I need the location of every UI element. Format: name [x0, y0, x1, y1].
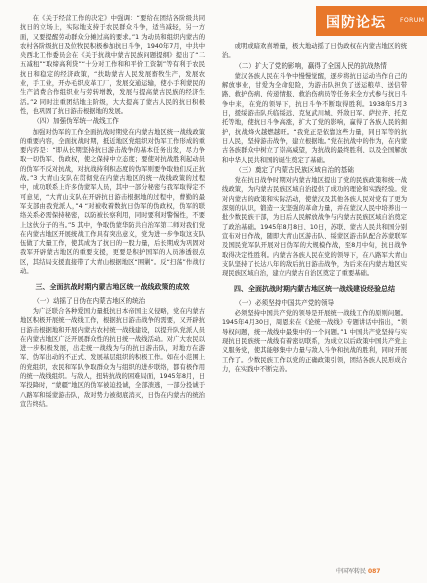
paragraph: 在《关于经营工作的决定》中强调：“要给在团结各阶级共同抗日的立场上，实际地支持于农民群众斗争，适当减轻，另一方面，又要提醒劳动群众分摊过高的要求。”1 为动员和组织内蒙古的农村各阶级抗日及位牧民积极参加抗日斗争，1940年7月，中共中央西北工作委员会在《关于抗战中蒙古民族问题提纲》提出了“二五减租”“取缔高利贷”“十分对工作和和平价工资制”等有利于农民抗日和稳定的经济政策，“扶助蒙古人民发展畜牧生产，发展农业，手工业，开办毛织皮革工厂，发展交通运输，使小手利蒙民的生产消费合作组织业与劳转增教，发展与提高蒙古民族的经济生活。”2 同时注重团结地主阶级，大大提高了蒙古人民的抗日积极性，也巩固了抗日游击根据地的发展。 [20, 15, 205, 115]
section-heading: （一）动摇了日伪在内蒙古地区的统治 [33, 296, 146, 305]
left-column [20, 14, 205, 409]
section-subtitle: FORUM [400, 17, 425, 24]
section-heading: 三、全面抗战时期内蒙古地区统一战线政策的成效 [35, 283, 190, 292]
section-heading: （四）加强伪军统一战线工作 [33, 117, 119, 126]
page-footer [336, 566, 380, 575]
paragraph: 加强对伪军的工作全面抗战时期党在内蒙古地区统一战线政策的重要内容，全面抗战时期，抵近地区党组织对伪军工作形成的重要内容是：“即从长期坚持抗日游击战争的基本任务出发，尽力争取一切伪军、伪政权，使之保持中立态度；要使对抗战胜利起动员的伪军不反对抗战，对抗战持利积态度的伪军则要争取他们反正抗战。”3 大青山支队在贯彻党在内蒙古地区的统一战线政策的过程中，成功联系上许多伪蒙军人员，其中一部分秘密与我军取得定不可意见，“大青山支队在开辟抗日游击根据地的过程中，曹勤的最军支部由我党派人，”4 “对被收着数抗日伪军的伪政权，伪军的联络关系必需保持秘密，以防被长察利用，同时要利对警惕性，不要上这伙分子的当。”5 其中，争取伪蒙华防共自治军第二师对我们党在内蒙古地区开展统战工作具有突出意义，党为进一步争取这支队伍做了大量工作，使其成为了抗日的一股力量，后长期成为巩固对我军开辟蒙古地区的重要支援，更要是积护国军的人员渗透很点区，其结局支援直接带了大青山根据地区“围剿”。反“扫荡”作战行动。 [20, 128, 205, 276]
section-heading: （一）必须坚持中国共产党的领导 [235, 298, 335, 307]
section-tab [316, 6, 427, 36]
section-heading: 四、全面抗战时期内蒙古地区统一战线建设经验总结 [234, 285, 395, 294]
paragraph: 为广泛联合各种爱国力量抵抗日本帝国主义侵略，党在内蒙古地区积极开展统一战线工作，根据抗日游击战争的需要，又开辟抗日游击根据地和开展内蒙古农村统一战线建设，以提升队党派人员在内蒙古地区广泛开展群众性的抗日统一战线活动。对广大农民以进一步积极发展，出走统一战线为与的抗日游击队，对地方在游军、伪军出动的不正式、发展基层组织的积极工作。如在小范围上的党组织，农民和军队争取群众为与组织的进步联络，都有极作用的统一战线组织。与敌人，扭转抗战的困难局面，1945年8月，日军投降时，“蒙疆”地区的伪军被迫投诚，全部溃逃，一部分投诚于八路军和绥蒙游击队，敌对势力被彻底消灭，日伪在内蒙古的统治宣告终结。 [20, 307, 205, 408]
paragraph: 或明或暗欢喜增量，极大地动摇了日伪政权在内蒙古地区的统治。 [222, 43, 407, 60]
paragraph: 蒙汉各族人民在斗争中慢慢觉醒，逐步将抗日运动当作自己的解放事业，甘爱为全命犯险，为游击队担负了送运粮草、送信带路、救护伤病、传递情报、救治伤病员等任务来全方式参与抗日斗争中来，在党的领导下，抗日斗争不断取得胜利。1938年5月3日，援绥游击队兵临绥远、克复武川城、歼敌日军、萨拉齐、托克托等地，使抗日斗争高涨，扩大了党的影响，赢得了各族人民的拥护，抗战烽火越燃越旺。“我党正是依靠这些力量，同日军等的抗日人民，坚持游击战争，建立根据地。”党在抗战中的作为，在内蒙古各族群众中树立了崇高威望，为抗战的最终胜利、以及全国解放和中华人民共和国的诞生奠定了基础。 [222, 72, 407, 164]
paragraph: 党在抗日战争时期对内蒙古地区提出了党的民族政策和统一战线政策，为内蒙古民族区域自治提供了成功的理论和实践经验。党对内蒙古的政策和实际活动，使蒙汉及其他各族人民对党有了更为深刻的认识，锻造一支坚强的革命力量，并在蒙汉人民中培养出一批少数民族干部，为日后人民解放战争与内蒙古民族区域自治奠定了政治基础。1945年8月8日、10日，苏联、蒙古人民共和国分别宣布对日作战，随即大青山区游击队、绥蒙区游击队配合苏蒙联军及国民党军队开展对日伪军的大规模作战，至8月中旬，抗日战争取得决定性胜利。内蒙古各族人民在党的领导下，在八路军大青山支队坚持了长达八年的敌后抗日游击战争，为后来在内蒙古地区实现民族区域自治，建立内蒙古自治区奠定了重要基础。 [222, 177, 407, 278]
right-column [222, 42, 407, 374]
paragraph: 必须坚持中国共产党的领导是开展统一战线工作的原则问题。1945年4月30日，周恩来在《论统一战线》专题讲话中指出，“领导权问题，统一战线中最集中的一个问题。”1 中国共产党坚持与实现抗日民族统一战线有着密切联系，为成立以后政策中国共产党主义服务党，使其能够集中力量与敌人斗争和抗战的胜利，同时开展工作了。少数民族工作以党的正确政策引领，团结各族人民形成合力，在实践中不断完善。 [222, 310, 407, 373]
section-title: 国防论坛 [326, 15, 386, 31]
page-number: 087 [367, 568, 381, 575]
section-heading: （三）奠定了内蒙古民族区域自治的基础 [235, 165, 354, 174]
publication-name: 中国军转民 [336, 568, 367, 575]
section-heading: （二）扩大了党的影响，赢得了全国人民的抗战热情 [235, 61, 387, 70]
